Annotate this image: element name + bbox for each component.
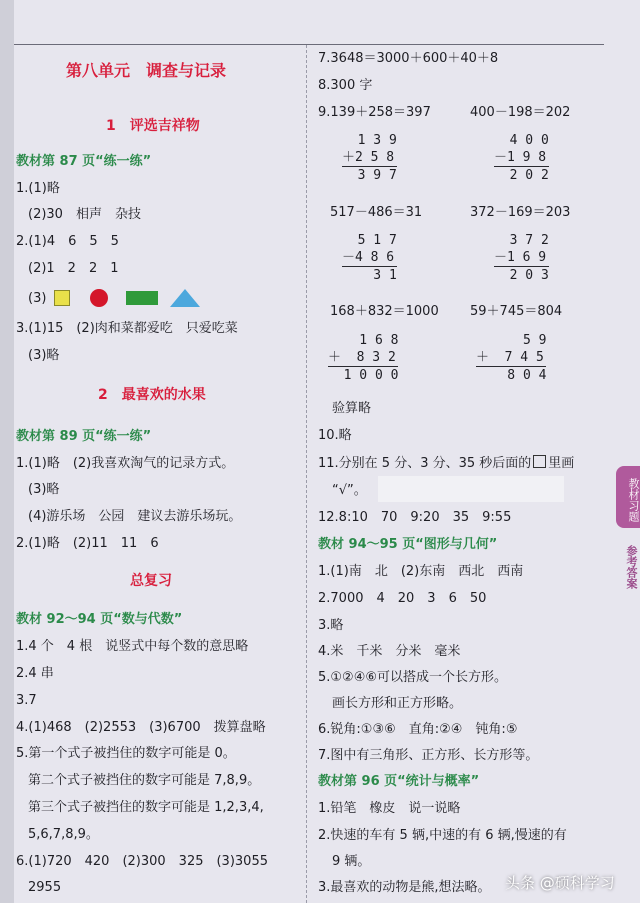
answer-line: (2)30 相声 杂技: [28, 207, 141, 222]
source-ref: 教材 94～95 页“图形与几何”: [318, 537, 498, 552]
answer-line: 2.7000 4 20 3 6 50: [318, 591, 487, 606]
calc-row: ＋ 8 3 2: [328, 350, 396, 365]
answer-line: 7.图中有三角形、正方形、长方形等。: [318, 748, 539, 763]
answer-line: 372－169＝203: [470, 205, 571, 220]
rectangle-icon: [126, 291, 158, 305]
answer-line: 第二个式子被挡住的数字可能是 7,8,9。: [28, 773, 261, 788]
source-ref: 教材第 96 页“统计与概率”: [318, 774, 480, 789]
calc-row: 5 1 7: [342, 233, 397, 248]
blank-area: [378, 476, 564, 502]
answer-line: 3.(1)15 (2)肉和菜都爱吃 只爱吃菜: [16, 321, 238, 336]
answer-line: 12.8:10 70 9:20 35 9:55: [318, 510, 512, 525]
vertical-calc: [476, 332, 546, 384]
section-title-fruit: 2 最喜欢的水果: [98, 387, 206, 403]
answer-line: (4)游乐场 公园 建议去游乐场玩。: [28, 509, 242, 524]
vertical-calc: [494, 132, 549, 184]
calc-row: 5 9: [476, 333, 547, 348]
calc-result: 3 1: [342, 268, 397, 283]
answer-line: [318, 455, 574, 473]
answer-line: 2.(1)4 6 5 5: [16, 234, 119, 249]
source-ref: 教材第 87 页“练一练”: [16, 154, 152, 169]
answer-line: 2.(1)略 (2)11 11 6: [16, 536, 159, 551]
side-tab-answers: 参考答案: [625, 545, 638, 589]
review-title: 总复习: [130, 573, 172, 589]
answer-line: 3.7: [16, 693, 37, 708]
answer-line: 7.3648＝3000＋600＋40＋8: [318, 51, 499, 66]
box-icon: [533, 455, 546, 468]
answer-line: 2955: [28, 880, 62, 895]
calc-row: －1 9 8: [494, 150, 547, 165]
calc-row: －1 6 9: [494, 250, 547, 265]
circle-icon: [90, 289, 108, 307]
answer-line: 59＋745＝804: [470, 304, 563, 319]
answer-line: 400－198＝202: [470, 105, 571, 120]
answer-line: 5.①②④⑥可以搭成一个长方形。: [318, 670, 508, 685]
triangle-icon: [170, 289, 200, 307]
answer-text: 里画: [548, 456, 575, 471]
vertical-calc: [342, 132, 397, 184]
answer-line: 5,6,7,8,9。: [28, 827, 99, 842]
vertical-calc: [328, 332, 398, 384]
unit-title: 第八单元 调查与记录: [66, 61, 227, 80]
answer-line: 第三个式子被挡住的数字可能是 1,2,3,4,: [28, 800, 264, 815]
answer-line: 517－486＝31: [330, 205, 423, 220]
answer-line: 3.最喜欢的动物是熊,想法略。: [318, 880, 491, 895]
vertical-calc: [342, 232, 397, 284]
answer-line: (3)略: [28, 348, 60, 363]
watermark: 头条 @硕科学习: [505, 874, 615, 892]
calc-row: －4 8 6: [342, 250, 395, 265]
answer-line: “√”。: [332, 483, 367, 498]
column-divider: [306, 45, 307, 903]
answer-line: 2.4 串: [16, 666, 54, 681]
answer-line: 画长方形和正方形略。: [332, 696, 463, 711]
calc-row: 3 7 2: [494, 233, 549, 248]
square-icon: [54, 290, 70, 306]
top-rule: [14, 44, 604, 45]
answer-line: 9.139＋258＝397: [318, 105, 431, 120]
page-edge: [0, 0, 14, 903]
answer-line: 8.300 字: [318, 78, 373, 93]
answer-line: 6.锐角:①③⑥ 直角:②④ 钝角:⑤: [318, 722, 518, 737]
answer-line: (3): [28, 291, 47, 306]
calc-row: ＋2 5 8: [342, 150, 395, 165]
vertical-calc: [494, 232, 549, 284]
answer-line: 4.(1)468 (2)2553 (3)6700 拨算盘略: [16, 720, 266, 735]
calc-result: 1 0 0 0: [328, 368, 399, 383]
answer-line: 1.(1)南 北 (2)东南 西北 西南: [318, 564, 524, 579]
answer-line: 9 辆。: [332, 854, 371, 869]
answer-line: 5.第一个式子被挡住的数字可能是 0。: [16, 746, 236, 761]
answer-line: 3.略: [318, 618, 344, 633]
answer-line: 1.4 个 4 根 说竖式中每个数的意思略: [16, 639, 249, 654]
answer-line: 10.略: [318, 428, 352, 443]
side-tab-exercises: 教材习题: [616, 466, 640, 528]
answer-text: 11.分别在 5 分、3 分、35 秒后面的: [318, 456, 532, 471]
calc-row: ＋ 7 4 5: [476, 350, 544, 365]
answer-line: 1.铅笔 橡皮 说一说略: [318, 801, 461, 816]
shape-answers: [52, 289, 200, 307]
answer-line: 168＋832＝1000: [330, 304, 439, 319]
calc-row: 4 0 0: [494, 133, 549, 148]
calc-result: 3 9 7: [342, 168, 397, 183]
answer-line: 6.(1)720 420 (2)300 325 (3)3055: [16, 854, 268, 869]
calc-result: 2 0 3: [494, 268, 549, 283]
answer-line: (2)1 2 2 1: [28, 261, 119, 276]
answer-line: 1.(1)略 (2)我喜欢淘气的记录方式。: [16, 456, 235, 471]
calc-row: 1 6 8: [328, 333, 399, 348]
answer-line: 4.米 千米 分米 毫米: [318, 644, 461, 659]
answer-line: 2.快速的车有 5 辆,中速的有 6 辆,慢速的有: [318, 828, 567, 843]
section-title-mascot: 1 评选吉祥物: [106, 118, 200, 134]
answer-line: (3)略: [28, 482, 60, 497]
source-ref: 教材 92～94 页“数与代数”: [16, 612, 183, 627]
answer-line: 1.(1)略: [16, 181, 60, 196]
answer-line: 验算略: [332, 401, 372, 416]
source-ref: 教材第 89 页“练一练”: [16, 429, 152, 444]
calc-result: 2 0 2: [494, 168, 549, 183]
calc-row: 1 3 9: [342, 133, 397, 148]
calc-result: 8 0 4: [476, 368, 547, 383]
